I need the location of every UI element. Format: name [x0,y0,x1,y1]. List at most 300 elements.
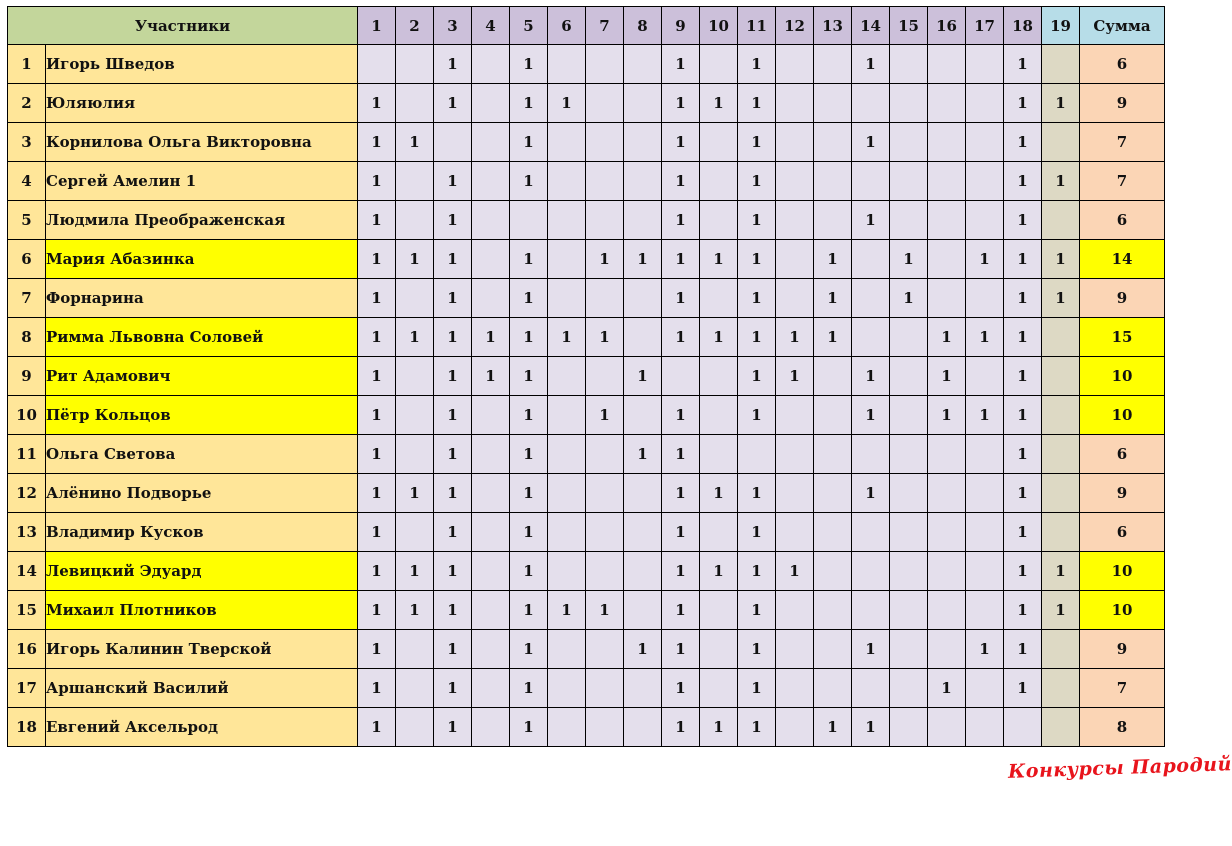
vote-cell-7 [586,630,624,669]
table-row [8,84,1165,123]
row-sum: 7 [1080,669,1165,708]
vote-cell-10 [700,669,738,708]
vote-cell-4 [472,513,510,552]
vote-cell-12 [776,45,814,84]
vote-cell-2 [396,513,434,552]
vote-cell-18: 1 [1004,396,1042,435]
vote-cell-16 [928,279,966,318]
vote-cell-15 [890,552,928,591]
vote-cell-16 [928,708,966,747]
table-row [8,591,1165,630]
vote-cell-5: 1 [510,513,548,552]
vote-cell-10 [700,45,738,84]
table-row [8,396,1165,435]
round-header-19: 19 [1042,7,1080,45]
table-row [8,318,1165,357]
table-row [8,279,1165,318]
vote-cell-9 [662,357,700,396]
vote-cell-2: 1 [396,591,434,630]
vote-cell-17 [966,708,1004,747]
participant-name: Пётр Кольцов [46,396,358,435]
vote-cell-17: 1 [966,396,1004,435]
vote-cell-17 [966,45,1004,84]
vote-cell-7 [586,435,624,474]
vote-cell-7 [586,357,624,396]
vote-cell-11: 1 [738,669,776,708]
vote-cell-6 [548,123,586,162]
row-sum: 10 [1080,591,1165,630]
vote-cell-11: 1 [738,552,776,591]
vote-cell-17 [966,669,1004,708]
vote-cell-5: 1 [510,162,548,201]
vote-cell-5: 1 [510,45,548,84]
round-header-18: 18 [1004,7,1042,45]
round-header-14: 14 [852,7,890,45]
vote-cell-16: 1 [928,396,966,435]
vote-cell-10: 1 [700,318,738,357]
vote-cell-13 [814,84,852,123]
vote-cell-3: 1 [434,591,472,630]
vote-cell-16 [928,84,966,123]
vote-cell-11: 1 [738,591,776,630]
vote-cell-8 [624,279,662,318]
vote-cell-14: 1 [852,123,890,162]
vote-cell-12 [776,162,814,201]
vote-cell-8: 1 [624,240,662,279]
vote-cell-14: 1 [852,45,890,84]
vote-cell-9: 1 [662,201,700,240]
vote-cell-16 [928,513,966,552]
vote-cell-17: 1 [966,240,1004,279]
vote-cell-13: 1 [814,240,852,279]
vote-cell-15 [890,474,928,513]
vote-cell-4 [472,123,510,162]
row-number: 9 [8,357,46,396]
vote-cell-6: 1 [548,591,586,630]
participant-name: Игорь Шведов [46,45,358,84]
vote-cell-7 [586,162,624,201]
participant-name: Михаил Плотников [46,591,358,630]
vote-cell-14: 1 [852,630,890,669]
vote-cell-5: 1 [510,474,548,513]
vote-cell-7: 1 [586,240,624,279]
vote-cell-14 [852,669,890,708]
participant-name: Алёнино Подворье [46,474,358,513]
vote-cell-4 [472,201,510,240]
vote-cell-18: 1 [1004,669,1042,708]
vote-cell-2 [396,708,434,747]
participant-name: Сергей Амелин 1 [46,162,358,201]
vote-cell-4 [472,591,510,630]
vote-cell-18: 1 [1004,552,1042,591]
vote-cell-1 [358,45,396,84]
vote-cell-15 [890,123,928,162]
vote-cell-6 [548,45,586,84]
vote-cell-2 [396,45,434,84]
vote-cell-7 [586,123,624,162]
vote-cell-4 [472,240,510,279]
vote-cell-9: 1 [662,396,700,435]
vote-cell-18: 1 [1004,162,1042,201]
vote-cell-3: 1 [434,669,472,708]
vote-cell-6 [548,279,586,318]
vote-cell-3: 1 [434,357,472,396]
vote-cell-5: 1 [510,669,548,708]
vote-cell-13 [814,669,852,708]
vote-cell-18: 1 [1004,513,1042,552]
round-header-11: 11 [738,7,776,45]
vote-cell-4 [472,396,510,435]
vote-cell-11: 1 [738,45,776,84]
participant-name: Юляюлия [46,84,358,123]
vote-cell-7 [586,474,624,513]
vote-cell-2: 1 [396,552,434,591]
vote-cell-14 [852,513,890,552]
vote-cell-16 [928,552,966,591]
vote-cell-12 [776,630,814,669]
vote-cell-10 [700,513,738,552]
row-number: 11 [8,435,46,474]
vote-cell-4 [472,630,510,669]
vote-cell-18: 1 [1004,357,1042,396]
vote-cell-13 [814,435,852,474]
row-sum: 9 [1080,84,1165,123]
vote-cell-11: 1 [738,513,776,552]
vote-cell-5: 1 [510,318,548,357]
vote-cell-9: 1 [662,45,700,84]
vote-cell-11 [738,435,776,474]
results-table [7,6,1165,747]
vote-cell-17 [966,162,1004,201]
participant-name: Корнилова Ольга Викторовна [46,123,358,162]
vote-cell-18: 1 [1004,474,1042,513]
vote-cell-5: 1 [510,123,548,162]
vote-cell-14 [852,435,890,474]
vote-cell-16 [928,162,966,201]
table-row [8,669,1165,708]
vote-cell-7 [586,552,624,591]
vote-cell-17 [966,279,1004,318]
vote-cell-2 [396,396,434,435]
vote-cell-14: 1 [852,201,890,240]
vote-cell-12 [776,84,814,123]
vote-cell-10 [700,630,738,669]
vote-cell-10: 1 [700,552,738,591]
vote-cell-14: 1 [852,357,890,396]
vote-cell-17 [966,513,1004,552]
vote-cell-3: 1 [434,630,472,669]
vote-cell-16 [928,630,966,669]
vote-cell-14: 1 [852,396,890,435]
vote-cell-9: 1 [662,240,700,279]
vote-cell-11: 1 [738,240,776,279]
table-row [8,474,1165,513]
vote-cell-19 [1042,396,1080,435]
vote-cell-3: 1 [434,279,472,318]
row-number: 13 [8,513,46,552]
vote-cell-6 [548,552,586,591]
vote-cell-2 [396,84,434,123]
vote-cell-3: 1 [434,201,472,240]
vote-cell-16 [928,591,966,630]
vote-cell-4 [472,162,510,201]
vote-cell-10 [700,357,738,396]
vote-cell-10: 1 [700,84,738,123]
vote-cell-13: 1 [814,279,852,318]
participant-name: Владимир Кусков [46,513,358,552]
vote-cell-12 [776,708,814,747]
vote-cell-14 [852,240,890,279]
participant-name: Аршанский Василий [46,669,358,708]
vote-cell-18: 1 [1004,201,1042,240]
round-header-17: 17 [966,7,1004,45]
vote-cell-11: 1 [738,630,776,669]
vote-cell-8 [624,591,662,630]
vote-cell-18 [1004,708,1042,747]
vote-cell-4: 1 [472,318,510,357]
vote-cell-4 [472,669,510,708]
vote-cell-15 [890,708,928,747]
vote-cell-17: 1 [966,630,1004,669]
vote-cell-5: 1 [510,708,548,747]
vote-cell-7: 1 [586,396,624,435]
vote-cell-1: 1 [358,396,396,435]
row-sum: 10 [1080,357,1165,396]
vote-cell-17 [966,201,1004,240]
vote-cell-6 [548,669,586,708]
vote-cell-6 [548,474,586,513]
vote-cell-13: 1 [814,708,852,747]
row-number: 15 [8,591,46,630]
vote-cell-8 [624,552,662,591]
vote-cell-4 [472,552,510,591]
vote-cell-5: 1 [510,357,548,396]
vote-cell-1: 1 [358,474,396,513]
vote-cell-19 [1042,123,1080,162]
vote-cell-14: 1 [852,708,890,747]
round-header-8: 8 [624,7,662,45]
vote-cell-15 [890,396,928,435]
vote-cell-1: 1 [358,318,396,357]
vote-cell-3: 1 [434,552,472,591]
vote-cell-9: 1 [662,162,700,201]
vote-cell-15: 1 [890,240,928,279]
vote-cell-13 [814,357,852,396]
vote-cell-11: 1 [738,357,776,396]
vote-cell-8: 1 [624,435,662,474]
participant-name: Левицкий Эдуард [46,552,358,591]
vote-cell-19 [1042,708,1080,747]
table-body [8,45,1165,747]
vote-cell-7 [586,84,624,123]
row-sum: 9 [1080,630,1165,669]
vote-cell-6 [548,201,586,240]
vote-cell-7: 1 [586,318,624,357]
vote-cell-12 [776,240,814,279]
vote-cell-1: 1 [358,357,396,396]
vote-cell-11: 1 [738,123,776,162]
vote-cell-1: 1 [358,669,396,708]
vote-cell-8 [624,201,662,240]
round-header-3: 3 [434,7,472,45]
vote-cell-2: 1 [396,123,434,162]
vote-cell-2 [396,435,434,474]
vote-cell-12 [776,279,814,318]
vote-cell-19 [1042,318,1080,357]
table-row [8,552,1165,591]
vote-cell-9: 1 [662,708,700,747]
vote-cell-12 [776,123,814,162]
vote-cell-13 [814,45,852,84]
vote-cell-11: 1 [738,279,776,318]
round-header-13: 13 [814,7,852,45]
vote-cell-2: 1 [396,240,434,279]
vote-cell-8 [624,474,662,513]
vote-cell-17: 1 [966,318,1004,357]
vote-cell-12 [776,591,814,630]
vote-cell-5: 1 [510,591,548,630]
vote-cell-17 [966,123,1004,162]
vote-cell-10 [700,435,738,474]
row-sum: 9 [1080,279,1165,318]
vote-cell-17 [966,591,1004,630]
table-row [8,162,1165,201]
vote-cell-9: 1 [662,123,700,162]
vote-cell-19 [1042,474,1080,513]
vote-cell-12 [776,669,814,708]
vote-cell-6 [548,396,586,435]
vote-cell-15 [890,669,928,708]
vote-cell-19: 1 [1042,552,1080,591]
row-number: 17 [8,669,46,708]
vote-cell-6 [548,162,586,201]
vote-cell-18: 1 [1004,318,1042,357]
vote-cell-19: 1 [1042,162,1080,201]
vote-cell-1: 1 [358,513,396,552]
vote-cell-8: 1 [624,357,662,396]
signature-logo: Конкурсы Пародий [1007,753,1232,783]
vote-cell-1: 1 [358,552,396,591]
round-header-12: 12 [776,7,814,45]
vote-cell-6: 1 [548,318,586,357]
vote-cell-2 [396,630,434,669]
vote-cell-11: 1 [738,474,776,513]
row-number: 3 [8,123,46,162]
vote-cell-12: 1 [776,552,814,591]
vote-cell-19 [1042,513,1080,552]
vote-cell-4: 1 [472,357,510,396]
row-number: 5 [8,201,46,240]
vote-cell-8 [624,45,662,84]
vote-cell-2: 1 [396,474,434,513]
vote-cell-18: 1 [1004,591,1042,630]
vote-cell-10: 1 [700,474,738,513]
vote-cell-10: 1 [700,708,738,747]
participant-name: Евгений Аксельрод [46,708,358,747]
vote-cell-1: 1 [358,630,396,669]
vote-cell-16 [928,435,966,474]
vote-cell-3: 1 [434,513,472,552]
vote-cell-9: 1 [662,513,700,552]
vote-cell-3: 1 [434,708,472,747]
vote-cell-18: 1 [1004,123,1042,162]
row-number: 1 [8,45,46,84]
vote-cell-12 [776,513,814,552]
vote-cell-9: 1 [662,279,700,318]
vote-cell-9: 1 [662,474,700,513]
vote-cell-11: 1 [738,708,776,747]
vote-cell-16 [928,123,966,162]
vote-cell-13 [814,123,852,162]
vote-cell-9: 1 [662,552,700,591]
vote-cell-3: 1 [434,84,472,123]
vote-cell-9: 1 [662,318,700,357]
vote-cell-13 [814,162,852,201]
vote-cell-11: 1 [738,318,776,357]
vote-cell-17 [966,474,1004,513]
vote-cell-6 [548,513,586,552]
vote-cell-11: 1 [738,84,776,123]
row-number: 16 [8,630,46,669]
vote-cell-3: 1 [434,396,472,435]
vote-cell-9: 1 [662,435,700,474]
vote-cell-8 [624,123,662,162]
table-row [8,357,1165,396]
vote-cell-14: 1 [852,474,890,513]
vote-cell-5 [510,201,548,240]
vote-cell-4 [472,435,510,474]
row-number: 10 [8,396,46,435]
vote-cell-1: 1 [358,123,396,162]
vote-cell-16: 1 [928,318,966,357]
vote-cell-9: 1 [662,84,700,123]
row-number: 14 [8,552,46,591]
vote-cell-9: 1 [662,630,700,669]
vote-cell-2 [396,162,434,201]
vote-cell-19 [1042,201,1080,240]
vote-cell-17 [966,357,1004,396]
vote-cell-8 [624,318,662,357]
vote-cell-1: 1 [358,279,396,318]
vote-cell-5: 1 [510,552,548,591]
vote-cell-3: 1 [434,435,472,474]
vote-cell-5: 1 [510,630,548,669]
row-number: 7 [8,279,46,318]
vote-cell-8 [624,669,662,708]
vote-cell-19 [1042,45,1080,84]
vote-cell-8 [624,162,662,201]
row-sum: 6 [1080,45,1165,84]
vote-cell-10 [700,396,738,435]
vote-cell-1: 1 [358,435,396,474]
vote-cell-10 [700,591,738,630]
round-header-7: 7 [586,7,624,45]
vote-cell-4 [472,84,510,123]
vote-cell-7 [586,201,624,240]
vote-cell-14 [852,279,890,318]
row-number: 2 [8,84,46,123]
vote-cell-18: 1 [1004,435,1042,474]
vote-cell-9: 1 [662,669,700,708]
vote-cell-8 [624,513,662,552]
vote-cell-2 [396,357,434,396]
row-number: 12 [8,474,46,513]
vote-cell-19 [1042,357,1080,396]
vote-cell-19: 1 [1042,591,1080,630]
vote-cell-16 [928,240,966,279]
round-header-16: 16 [928,7,966,45]
vote-cell-6 [548,240,586,279]
